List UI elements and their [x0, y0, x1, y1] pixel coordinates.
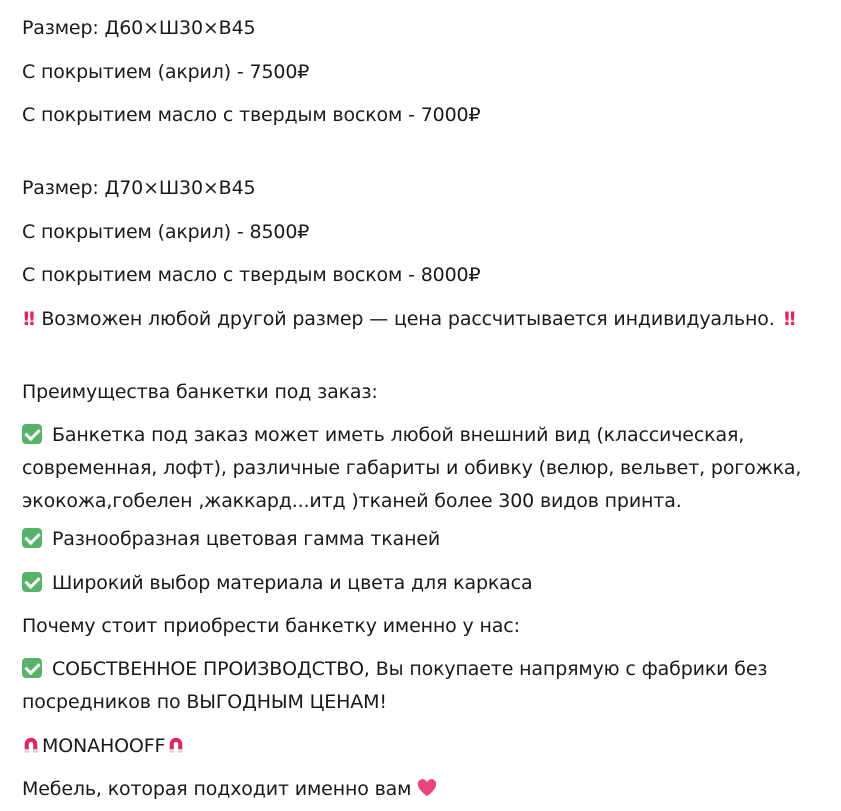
double-exclamation-icon: !! [22, 308, 34, 330]
custom-size-note-line [22, 308, 794, 330]
brand-line [22, 735, 185, 757]
advantage-text: Широкий выбор материала и цвета для каркаса [52, 572, 533, 594]
double-exclamation-icon: !! [782, 308, 794, 330]
advantage-text: Разнообразная цветовая гамма тканей [52, 528, 441, 550]
tagline-line [22, 778, 437, 800]
size-2-label: Размер: Д70×Ш30×В45 [22, 177, 256, 199]
advantage-item [22, 572, 532, 594]
magnet-icon [22, 736, 40, 754]
size-2-price-acrylic: С покрытием (акрил) - 8500₽ [22, 221, 310, 243]
advantage-item [22, 528, 440, 550]
advantages-heading: Преимущества банкетки под заказ: [22, 381, 378, 403]
size-1-price-oil-wax: С покрытием масло с твердым воском - 7000₽ [22, 104, 481, 126]
check-mark-button-icon [22, 572, 42, 592]
advantage-text: Банкетка под заказ может иметь любой внешний вид (классическая, современная, лофт), различные габариты и обивку (велюр, вельвет, рогожка, экокожа,гобелен ,жаккард...итд )тканей более 300 видов принта. [22, 424, 802, 512]
check-mark-button-icon [22, 528, 42, 548]
custom-size-note: Возможен любой другой размер — цена рассчитывается индивидуально. [41, 308, 775, 330]
size-1-price-acrylic: С покрытием (акрил) - 7500₽ [22, 61, 310, 83]
advantage-item [22, 419, 812, 518]
check-mark-button-icon [22, 424, 42, 444]
heart-icon [417, 779, 437, 797]
tagline: Мебель, которая подходит именно вам [22, 778, 412, 800]
why-item-text: СОБСТВЕННОЕ ПРОИЗВОДСТВО, Вы покупаете напрямую с фабрики без посредников по ВЫГОДНЫМ ЦЕНАМ! [22, 658, 768, 713]
size-2-price-oil-wax: С покрытием масло с твердым воском - 8000₽ [22, 264, 481, 286]
brand-name: MONAHOOFF [42, 735, 166, 757]
magnet-icon [167, 736, 185, 754]
why-heading: Почему стоит приобрести банкетку именно у нас: [22, 615, 520, 637]
size-1-label: Размер: Д60×Ш30×В45 [22, 17, 256, 39]
why-item [22, 653, 812, 719]
check-mark-button-icon [22, 658, 42, 678]
